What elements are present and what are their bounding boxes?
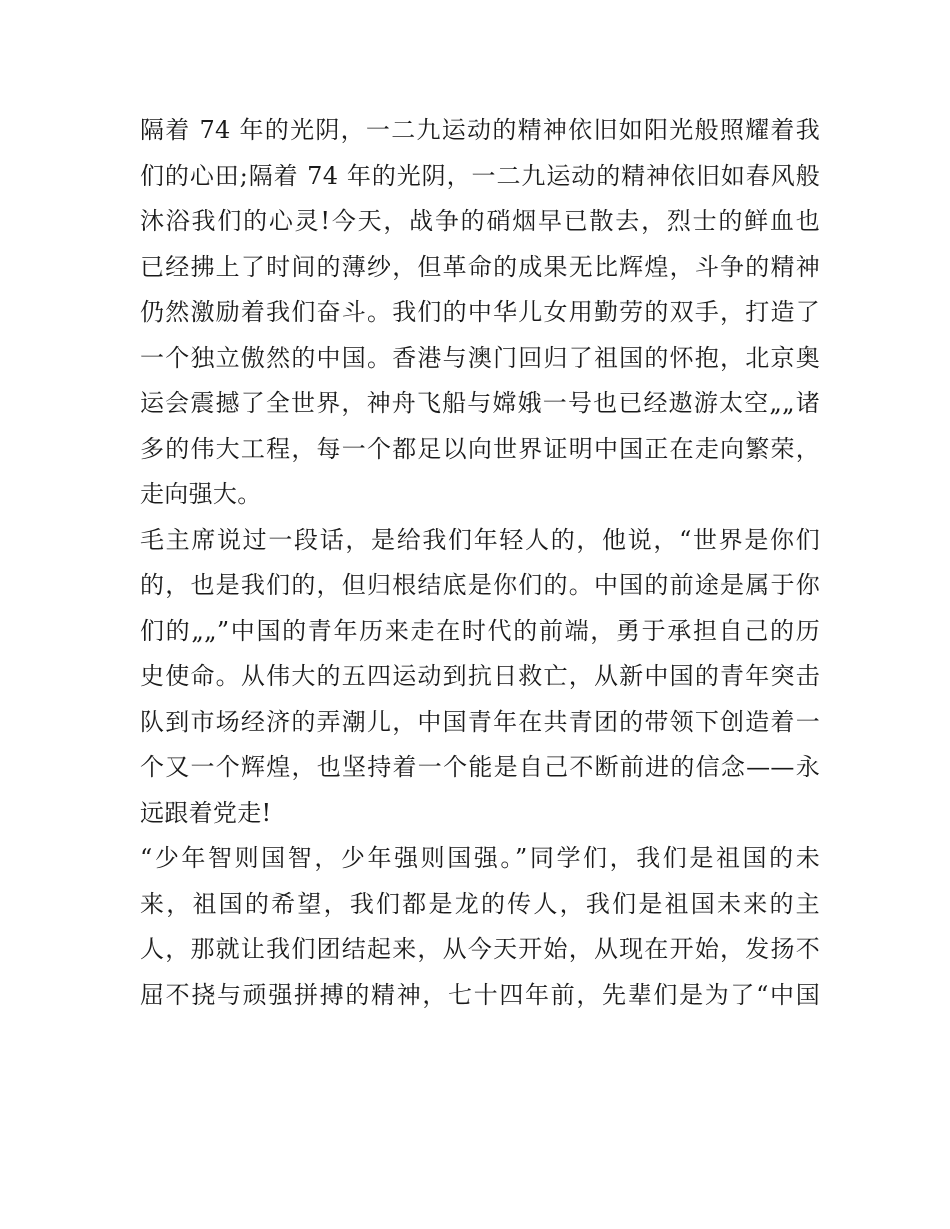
text-line: 一个独立傲然的中国。香港与澳门回归了祖国的怀抱，北京奥	[140, 343, 820, 372]
text-line: 史使命。从伟大的五四运动到抗日救亡，从新中国的青年突击	[140, 662, 820, 690]
paragraph-1	[140, 108, 820, 518]
text-line: 沐浴我们的心灵!今天，战争的硝烟早已散去，烈士的鲜血也	[140, 207, 820, 235]
text-line: 仍然激励着我们奋斗。我们的中华儿女用勤劳的双手，打造了	[140, 298, 820, 326]
document-body	[140, 108, 820, 1018]
text-line: 屈不挠与顽强拼搏的精神，七十四年前，先辈们是为了“中国	[140, 980, 820, 1009]
text-line: 运会震撼了全世界，神舟飞船与嫦娥一号也已经遨游太空„„诸	[140, 389, 820, 417]
text-line: 们的„„”中国的青年历来走在时代的前端，勇于承担自己的历	[140, 616, 820, 645]
text-line: 多的伟大工程，每一个都足以向世界证明中国正在走向繁荣，	[140, 434, 820, 463]
text-line: 们的心田;隔着 74 年的光阴，一二九运动的精神依旧如春风般	[140, 161, 820, 190]
text-line: 队到市场经济的弄潮儿，中国青年在共青团的带领下创造着一	[140, 707, 820, 736]
text-line: 毛主席说过一段话，是给我们年轻人的，他说，“世界是你们	[140, 525, 820, 554]
paragraph-2	[140, 518, 820, 837]
text-line: 已经拂上了时间的薄纱，但革命的成果无比辉煌，斗争的精神	[140, 252, 820, 281]
text-line: 人，那就让我们团结起来，从今天开始，从现在开始，发扬不	[140, 935, 820, 963]
text-line: 的，也是我们的，但归根结底是你们的。中国的前途是属于你	[140, 571, 820, 599]
text-line: “少年智则国智，少年强则国强。”同学们，我们是祖国的未	[140, 844, 820, 872]
text-line: 隔着 74 年的光阴，一二九运动的精神依旧如阳光般照耀着我	[140, 116, 820, 144]
text-line: 远跟着党走!	[140, 798, 272, 827]
text-line: 来，祖国的希望，我们都是龙的传人，我们是祖国未来的主	[140, 889, 820, 918]
text-line: 个又一个辉煌，也坚持着一个能是自己不断前进的信念——永	[140, 753, 820, 781]
text-line: 走向强大。	[140, 480, 262, 508]
paragraph-3	[140, 836, 820, 1018]
